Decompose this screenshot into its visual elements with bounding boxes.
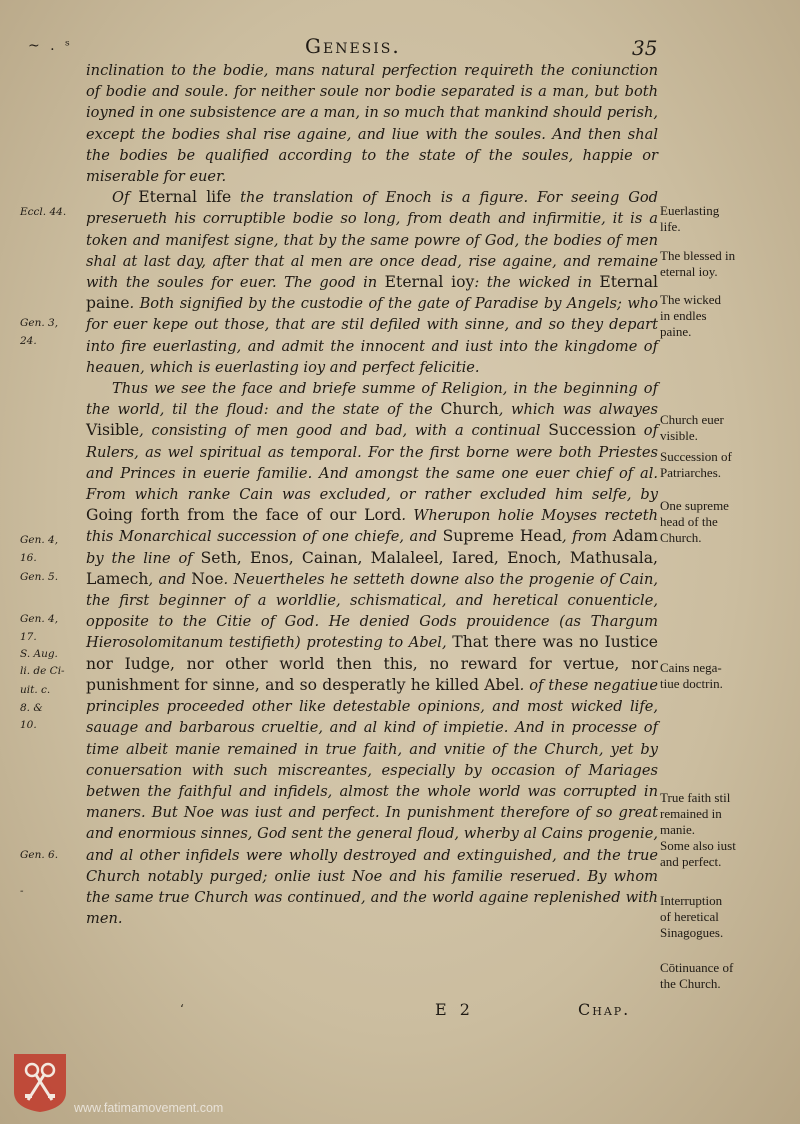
left-note: Gen. 3, <box>20 317 59 329</box>
roman-text-run: Seth, Enos, Cainan, Malaleel, Iared, Enoch, Mathusala, Lamech <box>86 548 658 588</box>
text-run: , which was alwayes <box>498 401 658 419</box>
roman-text-run: Eternal ioy <box>384 273 475 292</box>
left-note: Eccl. 44. <box>20 206 67 218</box>
note-line: Cōtinuance of <box>660 960 734 975</box>
right-note <box>660 790 780 870</box>
page-number: 35 <box>632 36 658 60</box>
text-run: , and <box>148 570 192 588</box>
note-line: paine. <box>660 324 692 339</box>
left-note: Gen. 6. <box>20 849 59 861</box>
main-text <box>86 60 658 929</box>
catchword: Chap. <box>578 1000 631 1019</box>
text-run: , from <box>561 528 613 546</box>
note-line: One supreme <box>660 498 729 513</box>
signature-mark: E 2 <box>435 1000 474 1019</box>
left-note: Gen. 4, <box>20 534 59 546</box>
stray-mark: ʻ <box>180 1002 184 1016</box>
roman-text-run: Church <box>440 400 499 419</box>
note-line: Church. <box>660 530 702 545</box>
left-note: uit. c. <box>20 684 51 696</box>
note-line: Interruption <box>660 893 723 908</box>
page-footer <box>0 1000 800 1024</box>
left-note: 10. <box>20 719 37 731</box>
text-run: Thus we see the face and briefe summe of Religion, in the beginning of the world, til the floud: and the state of the <box>86 380 658 419</box>
page-title: Genesis. <box>305 34 401 58</box>
note-line: in endles <box>660 308 707 323</box>
left-note: Gen. 4, <box>20 613 59 625</box>
right-note <box>660 412 780 444</box>
note-line: visible. <box>660 428 698 443</box>
note-line: The wicked <box>660 292 722 307</box>
text-run: : the wicked in <box>474 274 600 292</box>
roman-text-run: Noe <box>191 569 224 588</box>
left-note: 16. <box>20 552 37 564</box>
right-note <box>660 292 780 340</box>
note-line: Patriarches. <box>660 465 722 480</box>
right-note <box>660 960 780 992</box>
right-note <box>660 248 780 280</box>
note-line: of heretical <box>660 909 719 924</box>
right-note <box>660 203 780 235</box>
text-run: . Wherupon holie Moyses recteth this Monarchical succession of one chiefe, and <box>86 507 658 546</box>
left-note: 17. <box>20 631 37 643</box>
note-line: eternal ioy. <box>660 264 718 279</box>
left-note: li. de Ci- <box>20 665 65 677</box>
paragraph-2 <box>86 187 658 378</box>
note-line: Succession of <box>660 449 732 464</box>
note-line: Cains nega- <box>660 660 722 675</box>
text-run: . Both signified by the custodie of the gate of Paradise by Angels; who for euer kepe out those, that are stil defiled with sinne, and so they depart into fire euerlasting, and admit the innocent and iust into the kingdome of heauen, which is euerlasting ioy and perfect felicitie. <box>86 295 658 376</box>
roman-text-run: Adam <box>612 527 659 546</box>
paragraph-3 <box>86 378 658 929</box>
roman-text-run: Going forth from the face of our Lord <box>86 506 402 525</box>
roman-text-run: Eternal life <box>138 188 232 207</box>
note-line: True faith stil <box>660 790 731 805</box>
roman-text-run: Supreme Head <box>442 527 562 546</box>
note-line: Church euer <box>660 412 724 427</box>
text-run: by the line of <box>86 549 201 567</box>
text-run: of Rulers, as wel spiritual as temporal. For the first borne were both Priestes and Princes in euerie familie. And amongst the same one euer chief of al. From which ranke Cain was excluded, or rather excluded him selfe, by <box>86 422 658 504</box>
note-line: life. <box>660 219 681 234</box>
right-note <box>660 498 780 546</box>
roman-text-run: That there was no Iustice nor Iudge, nor other world then this, no reward for vertue, nor punishment for sinne, and so desperatly he killed Abel <box>86 633 658 694</box>
note-line: the Church. <box>660 976 721 991</box>
note-line: and perfect. <box>660 854 722 869</box>
note-line: manie. <box>660 822 696 837</box>
papal-keys-logo-icon <box>12 1052 68 1114</box>
note-line: Euerlasting <box>660 203 720 218</box>
note-line: Some also iust <box>660 838 736 853</box>
text-run: . of these negatiue principles proceeded other like detestable opinions, and most wicked life, sauage and barbarous crueltie, and al kind of impietie. And in processe of time albeit manie remained in true faith, and vnitie of the Church, yet by conuersation with such miscreantes, especially by occasion of Mariages betwen the faithful and infidels, almost the whole world was corrupted in maners. But Noe was iust and perfect. In punishment therefore of so great and enormious sinnes, God sent the general floud, wherby al Cains progenie, and al other infidels were wholly destroyed and extinguished, and the true Church notably purged; onlie iust Noe and his familie reserued. By whom the same true Church was continued, and the world againe replenished with men. <box>86 676 658 928</box>
text-run: Of <box>112 189 139 207</box>
text-run: , consisting of men good and bad, with a continual <box>139 422 549 440</box>
roman-text-run: Visible <box>86 421 140 440</box>
note-line: tiue doctrin. <box>660 676 723 691</box>
left-note: 8. & <box>20 702 43 714</box>
text-run: . Neuertheles he setteth downe also the progenie of Cain, the first beginner of a worldlie, schismatical, and heretical conuenticle, opposite to the Citie of God. He denied Gods prouidence (as Thargum Hierosolomitanum testifieth) protesting to Abel, <box>86 570 658 652</box>
text-run: the translation of Enoch is a figure. For seeing God preserueth his corruptible bodie so long, from death and infirmitie, it is a token and manifest signe, that by the same powre of God, the bodies of men shal at last day, after that al men are once dead, rise againe, and remaine with the soules for euer. The good in <box>86 189 658 292</box>
note-line: remained in <box>660 806 722 821</box>
left-note: - <box>20 885 24 897</box>
website-watermark: www.fatimamovement.com <box>74 1101 224 1115</box>
left-note: S. Aug. <box>20 648 58 660</box>
note-line: The blessed in <box>660 248 736 263</box>
right-note <box>660 449 780 481</box>
right-note <box>660 893 780 941</box>
roman-text-run: Succession <box>548 421 637 440</box>
header-ornament: ~ . ˢ <box>28 38 73 54</box>
left-note: Gen. 5. <box>20 571 59 583</box>
paragraph-1: inclination to the bodie, mans natural perfection requireth the coniunction of bodie and soule. for neither soule nor bodie separated is a man, but both ioyned in one subsistence are a man, in so much that mankind should perish, except the bodies shal rise againe, and liue with the soules. And then shal the bodies be qualified according to the state of the soules, happie or miserable for euer. <box>86 62 658 186</box>
note-line: Sinagogues. <box>660 925 724 940</box>
note-line: head of the <box>660 514 718 529</box>
left-note: 24. <box>20 335 37 347</box>
roman-text-run: Eternal paine <box>86 273 659 313</box>
right-note <box>660 660 780 692</box>
